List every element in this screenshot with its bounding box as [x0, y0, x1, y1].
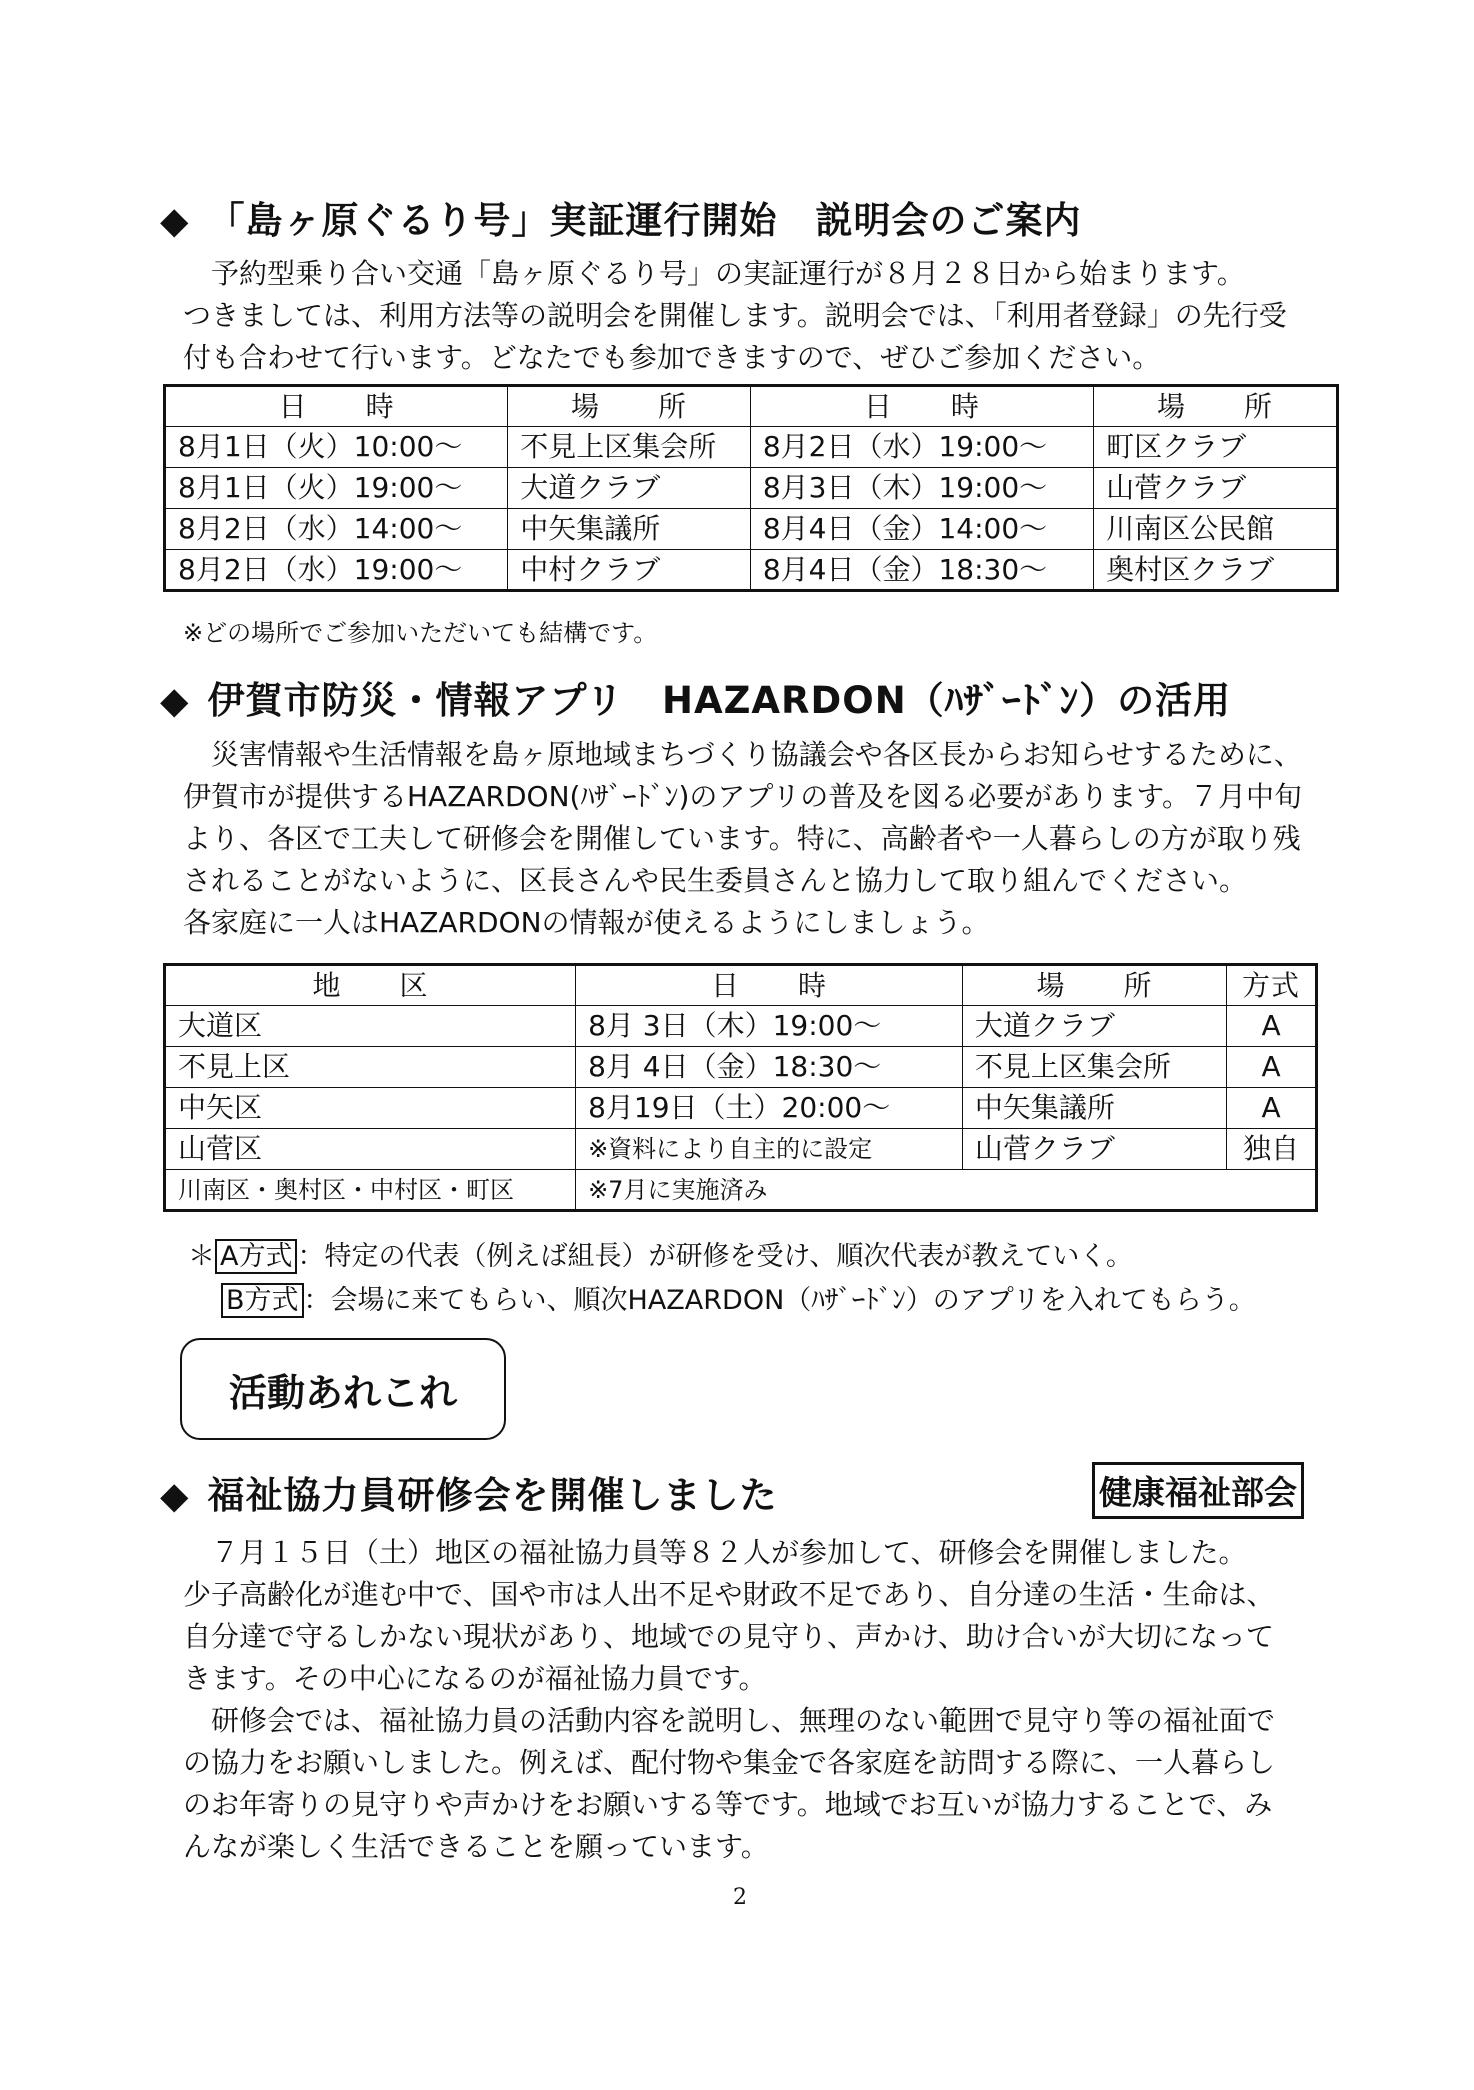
table-row	[165, 1006, 1317, 1047]
cell-datetime: 8月2日（水）19:00～	[165, 550, 508, 591]
cell-district: 大道区	[165, 1006, 576, 1047]
table-row	[165, 1129, 1317, 1170]
header-district: 地 区	[165, 965, 576, 1006]
cell-datetime: 8月4日（金）18:30～	[750, 550, 1093, 591]
header-datetime: 日 時	[165, 386, 508, 427]
paragraph-line: 少子高齢化が進む中で、国や市は人出不足や財政不足であり、自分達の生活・生命は、	[183, 1578, 1275, 1611]
cell-place: 不見上区集会所	[962, 1047, 1226, 1088]
cell-datetime: ※資料により自主的に設定	[576, 1129, 963, 1170]
section3-title: 福祉協力員研修会を開催しました	[207, 1474, 778, 1517]
cell-place: 中矢集議所	[962, 1088, 1226, 1129]
method-b-line	[188, 1279, 1256, 1323]
paragraph-line: 災害情報や生活情報を島ヶ原地域まちづくり協議会や各区長からお知らせするために、	[183, 738, 1302, 771]
cell-method: A	[1227, 1006, 1317, 1047]
method-b-label: B方式	[221, 1283, 304, 1318]
cell-place: 山菅クラブ	[962, 1129, 1226, 1170]
paragraph-line: 研修会では、福祉協力員の活動内容を説明し、無理のない範囲で見守り等の福祉面で	[183, 1704, 1276, 1737]
cell-district: 山菅区	[165, 1129, 576, 1170]
paragraph-line: つきましては、利用方法等の説明会を開催します。説明会では、「利用者登録」の先行受	[183, 299, 1287, 332]
cell-datetime: ※7月に実施済み	[576, 1170, 1317, 1211]
method-a-text: ：特定の代表（例えば組長）が研修を受け、順次代表が教えていく。	[297, 1241, 1133, 1272]
cell-datetime: 8月3日（木）19:00～	[750, 468, 1093, 509]
paragraph-line: より、各区で工夫して研修会を開催しています。特に、高齢者や一人暮らしの方が取り残	[183, 822, 1301, 855]
paragraph-line: されることがないように、区長さんや民生委員さんと協力して取り組んでください。	[183, 864, 1248, 897]
cell-datetime: 8月19日（土）20:00～	[576, 1088, 963, 1129]
cell-district: 川南区・奥村区・中村区・町区	[165, 1170, 576, 1211]
table-row	[165, 427, 1338, 468]
section3-heading	[160, 1465, 777, 1519]
paragraph-line: んなが楽しく生活できることを願っています。	[183, 1830, 769, 1863]
cell-method: 独自	[1227, 1129, 1317, 1170]
cell-place: 中矢集議所	[508, 509, 751, 550]
asterisk-mark: ＊	[188, 1241, 215, 1272]
cell-datetime: 8月1日（火）19:00～	[165, 468, 508, 509]
table-header-row	[165, 965, 1317, 1006]
paragraph-line: のお年寄りの見守りや声かけをお願いする等です。地域でお互いが協力することで、み	[183, 1788, 1273, 1821]
table-row	[165, 1047, 1317, 1088]
paragraph-line: 付も合わせて行います。どなたでも参加できますので、ぜひご参加ください。	[183, 341, 1161, 374]
paragraph-line: 自分達で守るしかない現状があり、地域での見守り、声かけ、助け合いが大切になって	[183, 1620, 1274, 1653]
cell-place: 奥村区クラブ	[1094, 550, 1338, 591]
cell-district: 不見上区	[165, 1047, 576, 1088]
section1-title: 「島ヶ原ぐるり号」実証運行開始 説明会のご案内	[207, 199, 1082, 242]
cell-datetime: 8月1日（火）10:00～	[165, 427, 508, 468]
cell-datetime: 8月4日（金）14:00～	[750, 509, 1093, 550]
table-header-row	[165, 386, 1338, 427]
cell-place: 大道クラブ	[962, 1006, 1226, 1047]
table-row	[165, 550, 1338, 591]
activity-section-title: 活動あれこれ	[228, 1370, 457, 1415]
section2-title: 伊賀市防災・情報アプリ HAZARDON（ﾊｻﾞｰﾄﾞﾝ）の活用	[207, 679, 1232, 722]
paragraph-line: きます。その中心になるのが福祉協力員です。	[183, 1662, 767, 1695]
cell-district: 中矢区	[165, 1088, 576, 1129]
header-method: 方式	[1227, 965, 1317, 1006]
method-a-label: A方式	[215, 1239, 297, 1274]
section1-heading	[160, 190, 1081, 244]
cell-place: 大道クラブ	[508, 468, 751, 509]
method-a-line	[188, 1235, 1256, 1279]
header-place: 場 所	[508, 386, 751, 427]
cell-datetime: 8月 4日（金）18:30～	[576, 1047, 963, 1088]
section1-note: ※どの場所でご参加いただいても結構です。	[183, 619, 658, 647]
cell-datetime: 8月2日（水）14:00～	[165, 509, 508, 550]
cell-place: 町区クラブ	[1094, 427, 1338, 468]
cell-place: 山菅クラブ	[1094, 468, 1338, 509]
header-datetime: 日 時	[576, 965, 963, 1006]
header-place: 場 所	[962, 965, 1226, 1006]
method-legend	[188, 1235, 1256, 1323]
briefing-schedule-table	[163, 384, 1339, 592]
header-datetime: 日 時	[750, 386, 1093, 427]
paragraph-line: ７月１５日（土）地区の福祉協力員等８２人が参加して、研修会を開催しました。	[183, 1536, 1247, 1569]
section2-heading	[160, 670, 1231, 724]
cell-place: 不見上区集会所	[508, 427, 751, 468]
paragraph-line: の協力をお願いしました。例えば、配付物や集金で各家庭を訪問する際に、一人暮らし	[183, 1746, 1276, 1779]
section2-paragraph	[183, 734, 1302, 944]
cell-datetime: 8月 3日（木）19:00～	[576, 1006, 963, 1047]
cell-method: A	[1227, 1088, 1317, 1129]
method-b-text: ：会場に来てもらい、順次HAZARDON（ﾊｻﾞｰﾄﾞﾝ）のアプリを入れてもらう。	[303, 1285, 1256, 1316]
department-tag: 健康福祉部会	[1092, 1462, 1304, 1519]
section1-paragraph	[183, 253, 1287, 379]
section3-paragraph	[183, 1532, 1275, 1868]
cell-place: 川南区公民館	[1094, 509, 1338, 550]
diamond-bullet-icon: ◆	[160, 199, 190, 242]
paragraph-line: 伊賀市が提供するHAZARDON(ﾊｻﾞｰﾄﾞﾝ)のアプリの普及を図る必要があります。７月中旬	[183, 780, 1303, 813]
table-row	[165, 1088, 1317, 1129]
paragraph-line: 各家庭に一人はHAZARDONの情報が使えるようにしましょう。	[183, 906, 990, 939]
cell-place: 中村クラブ	[508, 550, 751, 591]
cell-method: A	[1227, 1047, 1317, 1088]
table-row	[165, 509, 1338, 550]
header-place: 場 所	[1094, 386, 1338, 427]
diamond-bullet-icon: ◆	[160, 679, 190, 722]
table-row	[165, 1170, 1317, 1211]
diamond-bullet-icon: ◆	[160, 1474, 190, 1517]
activity-section-box	[180, 1338, 506, 1440]
training-schedule-table	[163, 963, 1318, 1212]
page-number: 2	[733, 1885, 747, 1910]
paragraph-line: 予約型乗り合い交通「島ヶ原ぐるり号」の実証運行が８月２８日から始まります。	[183, 257, 1245, 290]
table-row	[165, 468, 1338, 509]
cell-datetime: 8月2日（水）19:00～	[750, 427, 1093, 468]
